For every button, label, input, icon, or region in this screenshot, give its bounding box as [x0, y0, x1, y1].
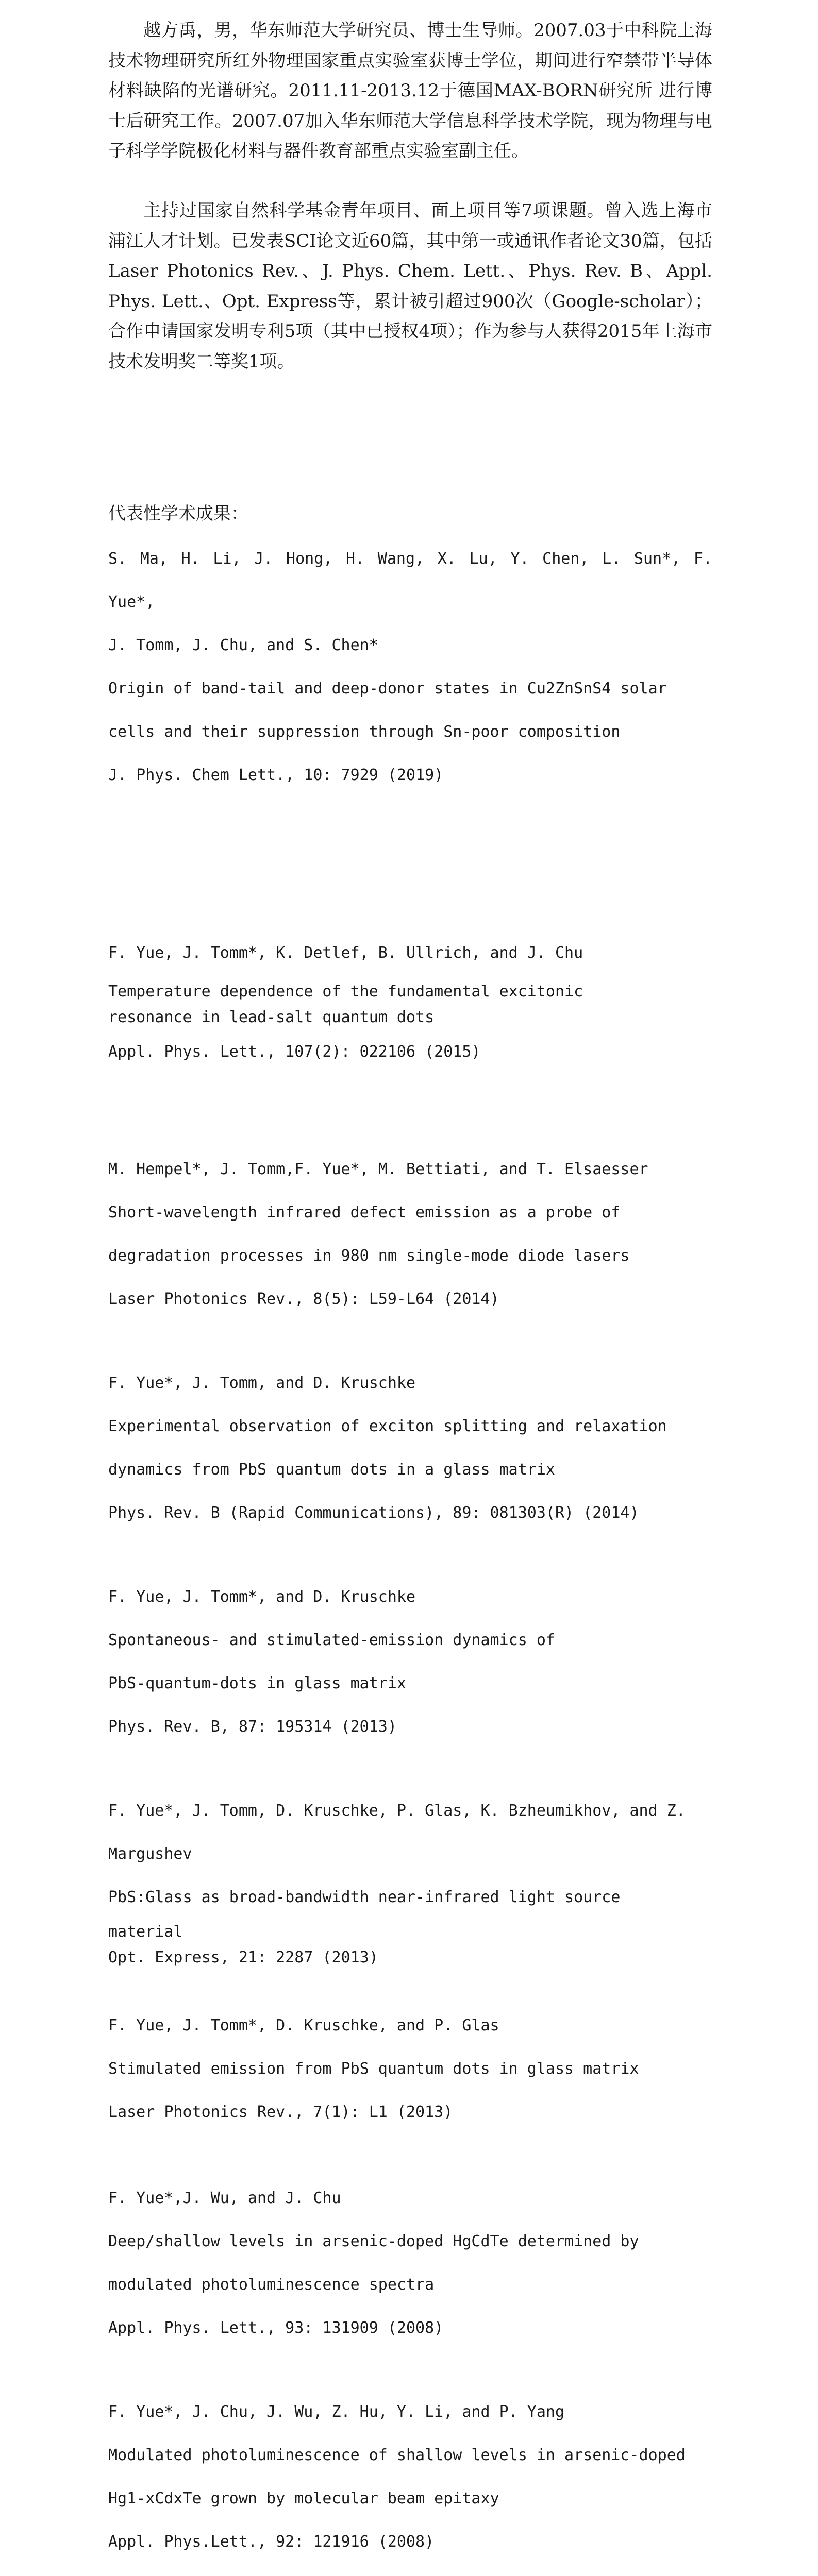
publication-title: degradation processes in 980 nm single-mode diode lasers	[108, 1247, 630, 1265]
publication-entry	[108, 1789, 712, 1971]
publication-entry	[108, 537, 712, 797]
publication-title: Temperature dependence of the fundamental excitonic	[108, 982, 583, 1001]
publication-authors: F. Yue*,J. Wu, and J. Chu	[108, 2189, 341, 2207]
publication-entry	[108, 931, 712, 1074]
publication-entry	[108, 2177, 712, 2350]
publication-entry	[108, 1362, 712, 1535]
publication-authors: F. Yue*, J. Tomm, D. Kruschke, P. Glas, K. Bzheumikhov, and Z.	[108, 1802, 686, 1820]
publication-authors: J. Tomm, J. Chu, and S. Chen*	[108, 636, 378, 654]
publication-authors: F. Yue, J. Tomm*, D. Kruschke, and P. Glas	[108, 2016, 499, 2035]
publication-entry	[108, 1575, 712, 1749]
publication-journal: Appl. Phys.Lett., 92: 121916 (2008)	[108, 2533, 435, 2551]
publication-journal: Phys. Rev. B (Rapid Communications), 89: 081303(R) (2014)	[108, 1504, 639, 1522]
publication-entry	[108, 2391, 712, 2564]
publication-entry	[108, 1148, 712, 1321]
publication-journal: Opt. Express, 21: 2287 (2013)	[108, 1948, 378, 1967]
publication-entry	[108, 2004, 712, 2134]
publication-authors: F. Yue, J. Tomm*, K. Detlef, B. Ullrich, and J. Chu	[108, 944, 583, 962]
section-heading: 代表性学术成果：	[108, 503, 248, 524]
publication-title: cells and their suppression through Sn-poor composition	[108, 723, 621, 741]
publication-journal: J. Phys. Chem Lett., 10: 7929 (2019)	[108, 766, 444, 784]
publication-title: Hg1-xCdxTe grown by molecular beam epitaxy	[108, 2489, 499, 2507]
publication-title: material	[108, 1923, 183, 1941]
publication-journal: Laser Photonics Rev., 8(5): L59-L64 (2014)	[108, 1290, 499, 1308]
publication-journal: Appl. Phys. Lett., 93: 131909 (2008)	[108, 2319, 444, 2337]
publication-authors: S. Ma, H. Li, J. Hong, H. Wang, X. Lu, Y. Chen, L. Sun*, F. Yue*,	[108, 550, 712, 611]
publication-title: PbS-quantum-dots in glass matrix	[108, 1674, 406, 1692]
bio-paragraph-1: 越方禹，男，华东师范大学研究员、博士生导师。2007.03于中科院上海技术物理研究所红外物理国家重点实验室获博士学位，期间进行窄禁带半导体材料缺陷的光谱研究。2011.11-2013.12于德国MAX-BORN研究所 进行博士后研究工作。2007.07加入华东师范大学信息科学技术学院，现为物理与电子科学学院极化材料与器件教育部重点实验室副主任。	[108, 20, 712, 161]
publication-title: Experimental observation of exciton splitting and relaxation	[108, 1417, 667, 1435]
publication-title: Stimulated emission from PbS quantum dots in glass matrix	[108, 2060, 639, 2078]
publication-journal: Laser Photonics Rev., 7(1): L1 (2013)	[108, 2103, 453, 2121]
publication-title: Spontaneous- and stimulated-emission dynamics of	[108, 1631, 555, 1649]
publication-authors: F. Yue*, J. Chu, J. Wu, Z. Hu, Y. Li, and P. Yang	[108, 2403, 565, 2421]
publication-title: modulated photoluminescence spectra	[108, 2276, 435, 2294]
publication-authors: F. Yue*, J. Tomm, and D. Kruschke	[108, 1374, 416, 1392]
publication-title: Short-wavelength infrared defect emission as a probe of	[108, 1204, 621, 1222]
publication-title: resonance in lead-salt quantum dots	[108, 1008, 435, 1026]
publication-authors: M. Hempel*, J. Tomm,F. Yue*, M. Bettiati, and T. Elsaesser	[108, 1160, 648, 1178]
publication-title: dynamics from PbS quantum dots in a glass matrix	[108, 1461, 555, 1479]
publication-title: Deep/shallow levels in arsenic-doped HgCdTe determined by	[108, 2232, 639, 2250]
publication-authors: Margushev	[108, 1845, 192, 1863]
bio-paragraph-2: 主持过国家自然科学基金青年项目、面上项目等7项课题。曾入选上海市浦江人才计划。已发表SCI论文近60篇，其中第一或通讯作者论文30篇，包括Laser Photonics Rev.、J. Phys. Chem. Lett.、Phys. Rev. B、Appl. Phys. Lett.、Opt. Express等，累计被引超过900次（Google-scholar）；合作申请国家发明专利5项（其中已授权4项）；作为参与人获得2015年上海市技术发明奖二等奖1项。	[108, 200, 712, 372]
publication-authors: F. Yue, J. Tomm*, and D. Kruschke	[108, 1588, 416, 1606]
publication-journal: Phys. Rev. B, 87: 195314 (2013)	[108, 1718, 397, 1736]
publication-journal: Appl. Phys. Lett., 107(2): 022106 (2015)	[108, 1043, 481, 1061]
publication-title: PbS:Glass as broad-bandwidth near-infrared light source	[108, 1888, 621, 1906]
publication-title: Modulated photoluminescence of shallow levels in arsenic-doped	[108, 2446, 686, 2464]
publication-title: Origin of band-tail and deep-donor states in Cu2ZnSnS4 solar	[108, 680, 667, 698]
